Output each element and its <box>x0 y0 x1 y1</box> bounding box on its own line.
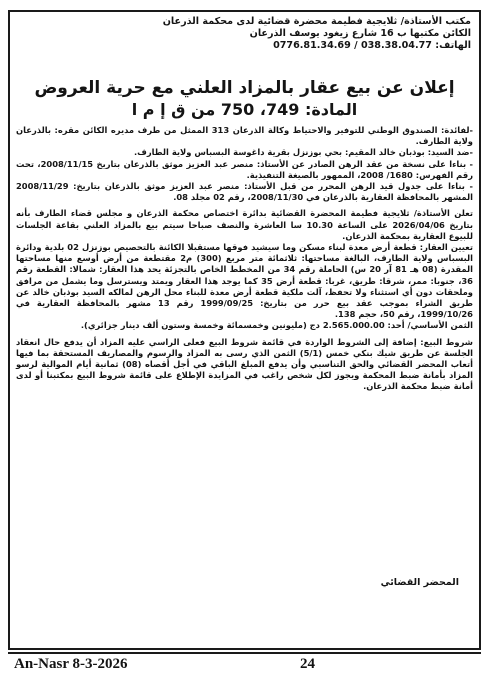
paragraph-auction-notice: تعلن الأستاذة/ ثلايجية فطيمة المحضرة القضائية بدائرة اختصاص محكمة الذرعان و مجلس قضاء الطارف بأنه بتاريخ 2026/04/06 على الساعة 10.30 سا العاشرة والنصف صباحا سيتم بيع بالمزاد العلني بقاعة الجلسات للبيوع العقارية بمحكمة الذرعان. <box>16 208 473 241</box>
footer-newspaper-date: An-Nasr 8-3-2026 <box>14 656 128 672</box>
header-address-line: الكائن مكتبها ب 16 شارع زيغود يوسف الذرعان <box>249 28 471 40</box>
footer-divider <box>8 652 481 654</box>
paragraph-sale-conditions: شروط البيع: إضافة إلى الشروط الواردة في قائمة شروط البيع فعلى الراسي عليه المزاد أن يدفع حال انعقاد الجلسة عن طريق شيك بنكي خمس (5/1) الثمن الذي رسى به المزاد والرسوم والمصاريف المستحقة بما فيها أتعاب المحضر القضائي والحق التناسبي وأن يدفع المبلغ الباقي في أجل أقصاه (08) ثمانية أيام الموالية لرسو المزاد بأمانة ضبط المحكمة ويجوز لكل شخص راغب في المزايدة الإطلاع على قائمة شروط البيع بمكتبنا أو لدى أمانة ضبط محكمة الذرعان. <box>16 336 474 392</box>
signature-bailiff: المحضر القضائي <box>380 577 459 588</box>
paragraph-base-price: الثمن الأساسي/ أحد: 2.565.000.00 دج (مليونين وخمسمائة وخمسة وستون ألف دينار جزائري). <box>80 320 473 331</box>
paragraph-property-description: تعيين العقار: قطعة أرض معدة لبناء مسكن وما سيشيد فوقها مستقبلا الكائنة بالتحصيص بوزنزل 02 بلدية ودائرة البسباس ولاية الطارف، البالغة مساحتها: ثلاثمائة متر مربع (300) م2 مقتطعة من أرض أوسع منها مساحتها المقدرة (08 هـ 81 آر 20 س) الحاملة رقم 34 من المخطط الخاص بالتجزئة يحد هذا العقار: شمالا: القطعة رقم 36، جنوبا: ممر، شرقا: طريق، غربا: قطعة أرض 35 كما يوجد هذا العقار ويمتد ويسترسل وما يشمل من مرافق وملحقات دون أي استثناء ولا تحفظ، آلت ملكية قطعة أرض معدة للبناء محل الرهن لمالكه السيد بوذبان خالد عن طريق الشراء بموجب عقد بيع حرر من بتاريخ: 1999/09/25 رقم 13 مشهر بالمحافظة العقارية في 1999/10/26، رقم 50، حجم 138. <box>16 242 474 320</box>
announcement-title: إعلان عن بيع عقار بالمزاد العلني مع حرية العروض <box>34 78 455 98</box>
footer-page-number: 24 <box>300 656 315 672</box>
announcement-body <box>16 125 473 393</box>
paragraph-debtor: -ضد السيد: بوذبان خالد المقيم: بحي بوزنزل بقرية داغوسة البسباس ولاية الطارف. <box>134 147 473 158</box>
header-phone-line: الهاتف: 038.38.04.77 / 0776.81.34.69 <box>273 40 471 52</box>
paragraph-mortgage-deed: - بناءا على نسخة من عقد الرهن الصادر عن الأستاذ: منصر عبد العزيز موثق بالذرعان بتاريخ 2008/11/15، تحت رقم الفهرس: 1680/ 2008، الممهور بالصيغة التنفيذية. <box>16 158 473 180</box>
paragraph-beneficiary: -لفائدة: الصندوق الوطني للتوفير والاحتياط وكالة الذرعان 313 الممثل من طرف مديره الكائن مقره: بالذرعان ولاية الطارف. <box>16 125 473 147</box>
header-office-line: مكتب الأستاذة/ ثلايجية فطيمة محضرة قضائية لدى محكمة الذرعان <box>162 16 471 27</box>
bailiff-office-header <box>162 16 471 53</box>
paragraph-mortgage-registration: - بناءا على جدول قيد الرهن المحرر من قبل الأستاذ: منصر عبد العزيز موثق بالذرعان بتاريخ: 2008/11/29 المشهر بالمحافظة العقارية بالذرعان في 2008/11/30، رقم 02 مجلد 08. <box>16 181 473 203</box>
announcement-articles: المادة: 749، 750 من ق إ م ا <box>131 100 358 119</box>
